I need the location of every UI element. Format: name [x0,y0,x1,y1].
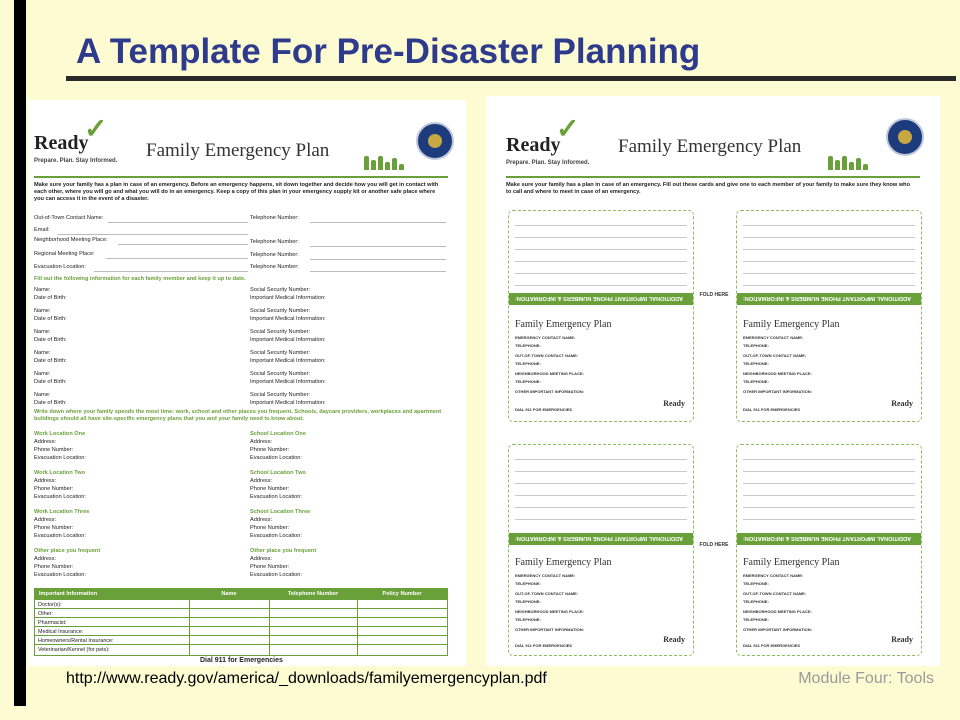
card-line [743,519,915,520]
card-band-text: ADDITIONAL IMPORTANT PHONE NUMBERS & INFORMATION: [743,295,912,301]
phone-number-label: Phone Number: [34,486,74,492]
member-instruction: Fill out the following information for each family member and keep it up to date. [34,276,246,282]
card-label: NEIGHBORHOOD MEETING PLACE: [743,371,812,376]
card-band-text: ADDITIONAL IMPORTANT PHONE NUMBERS & INFORMATION: [743,535,912,541]
ready-logo: Ready [34,132,89,154]
intro-text: Make sure your family has a plan in case of an emergency. Fill out these cards and give one to each member of your family to make sure they know who to call and where to meet in case of an emergency. [506,182,911,196]
telephone-label: Telephone Number: [250,215,299,221]
fold-here-label: FOLD HERE [699,292,729,298]
card-label: TELEPHONE: [515,599,541,604]
card-line [515,459,687,460]
card-line [515,507,687,508]
table-divider [269,599,270,655]
evacuation-location-label: Evacuation Location: [34,494,86,500]
address-label: Address: [250,478,273,484]
out-of-town-contact-label: Out-of-Town Contact Name: [34,215,104,221]
card-line [515,519,687,520]
card-dial: DIAL 911 FOR EMERGENCIES [743,407,801,412]
card-band [737,533,921,545]
card-line [743,249,915,250]
family-plan-page-right [486,96,940,666]
table-row-label: Doctor(s): [38,602,62,608]
card-line [515,225,687,226]
card-line [515,273,687,274]
member-dob-label: Date of Birth: [34,316,67,322]
evacuation-location-label: Evacuation Location: [34,533,86,539]
phone-number-label: Phone Number: [250,486,290,492]
card-title: Family Emergency Plan [743,557,840,568]
card-label: OTHER IMPORTANT INFORMATION: [515,389,584,394]
source-url[interactable]: http://www.ready.gov/america/_downloads/familyemergencyplan.pdf [66,670,547,687]
school-location-two-heading: School Location Two [250,470,306,476]
card-dial: DIAL 911 FOR EMERGENCIES [515,407,573,412]
card-line [743,471,915,472]
member-dob-label: Date of Birth: [34,358,67,364]
wallet-card [508,444,694,656]
other-place-heading: Other place you frequent [34,548,101,554]
field-line [118,244,248,245]
title-underline [66,76,956,81]
field-line [94,271,248,272]
field-line [310,271,446,272]
member-name-label: Name: [34,287,51,293]
work-location-three-heading: Work Location Three [34,509,90,515]
card-label: EMERGENCY CONTACT NAME: [515,335,576,340]
wallet-card [736,210,922,422]
card-line [743,495,915,496]
card-line [743,237,915,238]
telephone-label: Telephone Number: [250,239,299,245]
module-label: Module Four: Tools [798,670,934,687]
evacuation-location-label: Evacuation Location: [250,494,302,500]
school-location-one-heading: School Location One [250,431,306,437]
card-dial: DIAL 911 FOR EMERGENCIES [743,643,801,648]
plan-heading: Family Emergency Plan [146,140,330,161]
table-divider [189,599,190,655]
table-row-label: Other: [38,611,53,617]
card-label: EMERGENCY CONTACT NAME: [743,335,804,340]
member-dob-label: Date of Birth: [34,295,67,301]
address-label: Address: [34,478,57,484]
member-ssn-label: Social Security Number: [250,329,310,335]
member-medical-label: Important Medical Information: [250,337,326,343]
telephone-label: Telephone Number: [250,252,299,258]
regional-meeting-label: Regional Meeting Place: [34,251,95,257]
table-row-label: Pharmacist: [38,620,67,626]
card-label: TELEPHONE: [515,581,541,586]
telephone-label: Telephone Number: [250,264,299,270]
member-name-label: Name: [34,392,51,398]
member-medical-label: Important Medical Information: [250,295,326,301]
card-title: Family Emergency Plan [515,557,612,568]
card-title: Family Emergency Plan [743,319,840,330]
member-dob-label: Date of Birth: [34,337,67,343]
left-accent-bar [14,0,26,706]
evacuation-location-label: Evacuation Location: [34,455,86,461]
family-plan-page-left [28,100,466,666]
card-label: NEIGHBORHOOD MEETING PLACE: [743,609,812,614]
member-medical-label: Important Medical Information: [250,379,326,385]
card-band-text: ADDITIONAL IMPORTANT PHONE NUMBERS & INFORMATION: [515,535,684,541]
card-line [743,483,915,484]
table-row [35,644,447,655]
member-ssn-label: Social Security Number: [250,350,310,356]
evacuation-location-label: Evacuation Location: [250,455,302,461]
member-ssn-label: Social Security Number: [250,287,310,293]
dhs-seal-icon [886,118,924,156]
member-medical-label: Important Medical Information: [250,358,326,364]
card-line [743,225,915,226]
card-label: TELEPHONE: [515,617,541,622]
card-label: OUT-OF-TOWN CONTACT NAME: [743,591,807,596]
card-line [743,285,915,286]
card-label: NEIGHBORHOOD MEETING PLACE: [515,609,584,614]
card-ready-logo: Ready [663,635,685,644]
member-medical-label: Important Medical Information: [250,400,326,406]
card-label: OTHER IMPORTANT INFORMATION: [515,627,584,632]
card-band [509,533,693,545]
card-label: NEIGHBORHOOD MEETING PLACE: [515,371,584,376]
field-line [310,246,446,247]
ready-tagline: Prepare. Plan. Stay Informed. [34,158,118,164]
member-dob-label: Date of Birth: [34,379,67,385]
fold-here-label: FOLD HERE [699,542,729,548]
phone-number-label: Phone Number: [34,525,74,531]
phone-number-label: Phone Number: [34,564,74,570]
card-label: OTHER IMPORTANT INFORMATION: [743,389,812,394]
card-label: TELEPHONE: [743,617,769,622]
card-label: TELEPHONE: [743,361,769,366]
card-dial: DIAL 911 FOR EMERGENCIES [515,643,573,648]
card-title: Family Emergency Plan [515,319,612,330]
table-header: Telephone Number [269,589,357,599]
card-band [737,293,921,305]
wallet-card [508,210,694,422]
member-medical-label: Important Medical Information: [250,316,326,322]
card-band [509,293,693,305]
ready-logo: Ready [506,134,561,156]
card-ready-logo: Ready [891,399,913,408]
table-row-label: Homeowners/Rental Insurance: [38,638,114,644]
card-ready-logo: Ready [663,399,685,408]
card-label: OUT-OF-TOWN CONTACT NAME: [515,353,579,358]
card-line [743,273,915,274]
important-info-table [34,588,448,656]
member-name-label: Name: [34,371,51,377]
address-label: Address: [250,439,273,445]
work-location-one-heading: Work Location One [34,431,86,437]
card-label: TELEPHONE: [743,581,769,586]
family-silhouette-icon [364,152,406,166]
field-line [108,222,248,223]
dial-911-text: Dial 911 for Emergencies [200,657,283,664]
address-label: Address: [34,556,57,562]
work-location-two-heading: Work Location Two [34,470,86,476]
address-label: Address: [34,517,57,523]
evacuation-location-label: Evacuation Location: [250,533,302,539]
card-label: OTHER IMPORTANT INFORMATION: [743,627,812,632]
phone-number-label: Phone Number: [34,447,74,453]
member-name-label: Name: [34,329,51,335]
card-line [515,261,687,262]
card-line [743,507,915,508]
evacuation-location-label: Evacuation Location: [34,572,86,578]
field-line [310,222,446,223]
member-dob-label: Date of Birth: [34,400,67,406]
wallet-card [736,444,922,656]
card-label: TELEPHONE: [515,361,541,366]
green-divider [34,176,448,178]
card-label: EMERGENCY CONTACT NAME: [515,573,576,578]
checkmark-icon: ✓ [556,113,580,144]
dhs-seal-icon [416,122,454,160]
card-label: TELEPHONE: [743,379,769,384]
card-line [515,285,687,286]
address-label: Address: [250,556,273,562]
card-label: OUT-OF-TOWN CONTACT NAME: [515,591,579,596]
table-header: Policy Number [357,589,447,599]
card-label: TELEPHONE: [743,599,769,604]
card-label: TELEPHONE: [515,379,541,384]
table-header: Name [189,589,269,599]
address-label: Address: [34,439,57,445]
address-label: Address: [250,517,273,523]
card-line [515,483,687,484]
table-row-label: Veterinarian/Kennel (for pets): [38,647,110,653]
neighborhood-meeting-label: Neighborhood Meeting Place: [34,237,108,243]
card-label: TELEPHONE: [515,343,541,348]
phone-number-label: Phone Number: [250,447,290,453]
table-header: Important Information [35,589,189,599]
table-row-label: Medical Insurance: [38,629,84,635]
card-line [743,261,915,262]
family-silhouette-icon [828,152,870,166]
ready-tagline: Prepare. Plan. Stay Informed. [506,160,590,166]
card-line [743,459,915,460]
member-name-label: Name: [34,308,51,314]
email-label: Email: [34,227,50,233]
card-label: TELEPHONE: [743,343,769,348]
member-ssn-label: Social Security Number: [250,371,310,377]
school-location-three-heading: School Location Three [250,509,311,515]
card-label: OUT-OF-TOWN CONTACT NAME: [743,353,807,358]
checkmark-icon: ✓ [84,113,108,144]
evacuation-location-label: Evacuation Location: [34,264,86,270]
card-band-text: ADDITIONAL IMPORTANT PHONE NUMBERS & INFORMATION: [515,295,684,301]
field-line [310,259,446,260]
phone-number-label: Phone Number: [250,564,290,570]
intro-text: Make sure your family has a plan in case of an emergency. Before an emergency happens, sit down together and decide how you will get in contact with each other, where you will go and what you will do in an emergency. Keep a copy of this plan in your emergency supply kit or another safe place where you can access it in the event of a disaster. [34,182,439,203]
slide-title: A Template For Pre-Disaster Planning [76,32,701,71]
plan-heading: Family Emergency Plan [618,136,802,157]
phone-number-label: Phone Number: [250,525,290,531]
field-line [58,234,248,235]
locations-intro: Write down where your family spends the most time: work, school and other places you frequent. Schools, daycare providers, workplaces and apartment buildings should all have site-specific emergency plans that you and your family need to know about. [34,409,442,422]
card-ready-logo: Ready [891,635,913,644]
table-divider [357,599,358,655]
member-ssn-label: Social Security Number: [250,308,310,314]
green-divider [506,176,920,178]
card-line [515,249,687,250]
other-place-heading: Other place you frequent [250,548,317,554]
card-line [515,237,687,238]
member-ssn-label: Social Security Number: [250,392,310,398]
member-name-label: Name: [34,350,51,356]
card-label: EMERGENCY CONTACT NAME: [743,573,804,578]
card-line [515,495,687,496]
field-line [106,258,248,259]
card-line [515,471,687,472]
evacuation-location-label: Evacuation Location: [250,572,302,578]
